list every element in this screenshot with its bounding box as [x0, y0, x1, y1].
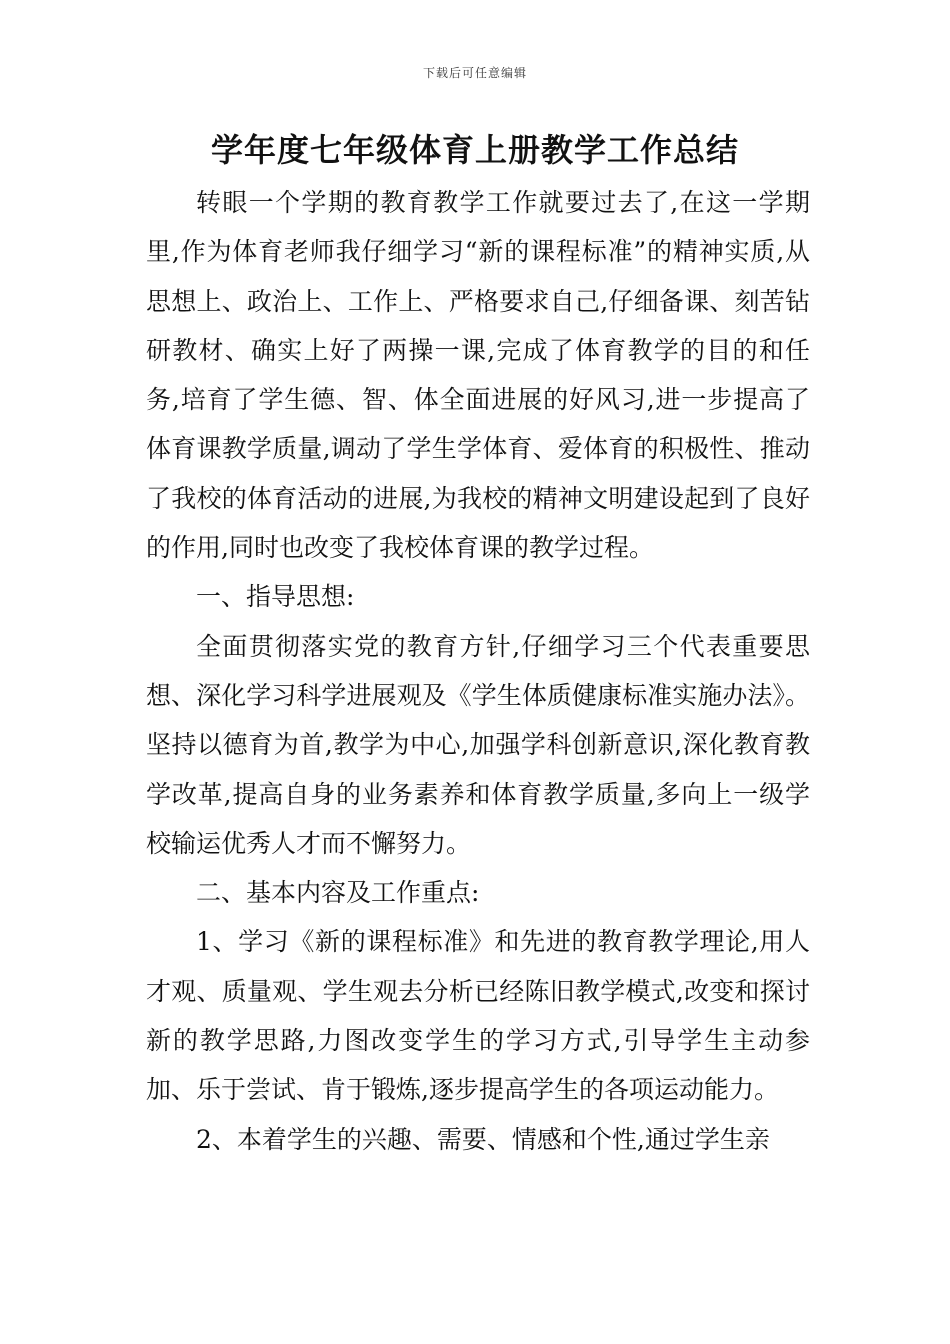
paragraph-intro: 转眼一个学期的教育教学工作就要过去了,在这一学期里,作为体育老师我仔细学习“新的课程标准”的精神实质,从思想上、政治上、工作上、严格要求自己,仔细备课、刻苦钻研教材、确实上好了两操一课,完成了体育教学的目的和任务,培育了学生德、智、体全面进展的好风习,进一步提高了体育课教学质量,调动了学生学体育、爱体育的积极性、推动了我校的体育活动的进展,为我校的精神文明建设起到了良好的作用,同时也改变了我校体育课的教学过程。 — [146, 188, 810, 563]
document-body — [146, 178, 810, 1164]
section-heading-basic-content: 二、基本内容及工作重点: — [196, 878, 480, 908]
document-title: 学年度七年级体育上册教学工作总结 — [210, 131, 739, 169]
paragraph-item-1: 1、学习《新的课程标准》和先进的教育教学理论,用人才观、质量观、学生观去分析已经陈旧教学模式,改变和探讨新的教学思路,力图改变学生的学习方式,引导学生主动参加、乐于尝试、肯于锻炼,逐步提高学生的各项运动能力。 — [146, 927, 810, 1105]
header-note: 下载后可任意编辑 — [422, 66, 527, 80]
section-heading-guiding-thought: 一、指导思想: — [196, 582, 355, 612]
paragraph-item-2: 2、本着学生的兴趣、需要、情感和个性,通过学生亲 — [196, 1124, 770, 1154]
paragraph-guiding-thought: 全面贯彻落实党的教育方针,仔细学习三个代表重要思想、深化学习科学进展观及《学生体质健康标准实施办法》。坚持以德育为首,教学为中心,加强学科创新意识,深化教育教学改革,提高自身的业务素养和体育教学质量,多向上一级学校输运优秀人才而不懈努力。 — [146, 631, 810, 858]
